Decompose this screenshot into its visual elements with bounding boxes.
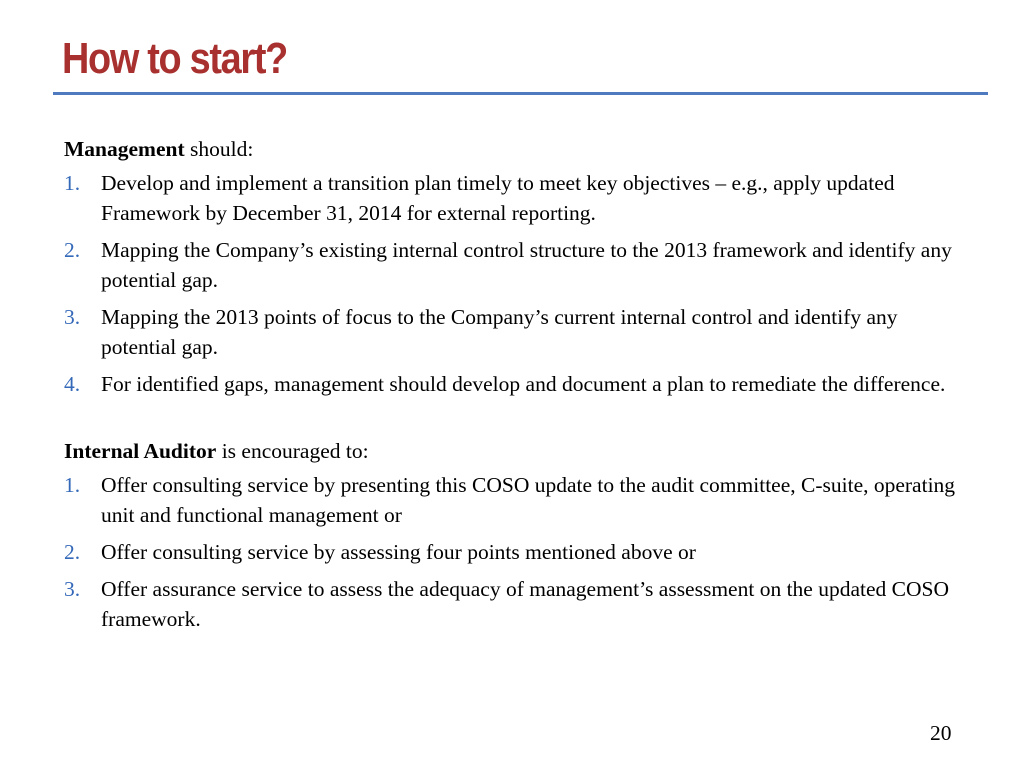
- management-lead-rest: should:: [184, 137, 254, 161]
- management-lead-bold: Management: [64, 137, 185, 161]
- list-item-text: Mapping the Company’s existing internal control structure to the 2013 framework and identify any potential gap.: [101, 238, 952, 292]
- management-list: [64, 168, 969, 399]
- slide-body: [64, 134, 969, 641]
- list-number: 1.: [64, 171, 81, 195]
- list-item: [64, 168, 969, 228]
- list-item: [64, 574, 969, 634]
- list-item: [64, 235, 969, 295]
- list-item: [64, 369, 969, 399]
- list-item-text: For identified gaps, management should develop and document a plan to remediate the difference.: [101, 372, 946, 396]
- list-number: 4.: [64, 372, 81, 396]
- slide-title: How to start?: [62, 34, 287, 83]
- section-spacer: [64, 406, 969, 436]
- page-number: 20: [930, 721, 952, 745]
- auditor-list: [64, 470, 969, 634]
- list-number: 3.: [64, 577, 81, 601]
- auditor-lead-rest: is encouraged to:: [216, 439, 369, 463]
- list-item: [64, 302, 969, 362]
- list-item-text: Mapping the 2013 points of focus to the Company’s current internal control and identify any potential gap.: [101, 305, 898, 359]
- list-number: 1.: [64, 473, 81, 497]
- list-item-text: Offer consulting service by assessing four points mentioned above or: [101, 540, 696, 564]
- list-item-text: Develop and implement a transition plan timely to meet key objectives – e.g., apply updated Framework by December 31, 2014 for external reporting.: [101, 171, 895, 225]
- auditor-lead: [64, 436, 969, 466]
- list-number: 3.: [64, 305, 81, 329]
- title-divider: [53, 92, 988, 95]
- list-number: 2.: [64, 238, 81, 262]
- list-item-text: Offer consulting service by presenting this COSO update to the audit committee, C-suite, operating unit and functional management or: [101, 473, 956, 527]
- management-lead: [64, 134, 969, 164]
- list-item: [64, 537, 969, 567]
- auditor-lead-bold: Internal Auditor: [64, 439, 217, 463]
- list-item-text: Offer assurance service to assess the adequacy of management’s assessment on the updated COSO framework.: [101, 577, 950, 631]
- list-number: 2.: [64, 540, 81, 564]
- list-item: [64, 470, 969, 530]
